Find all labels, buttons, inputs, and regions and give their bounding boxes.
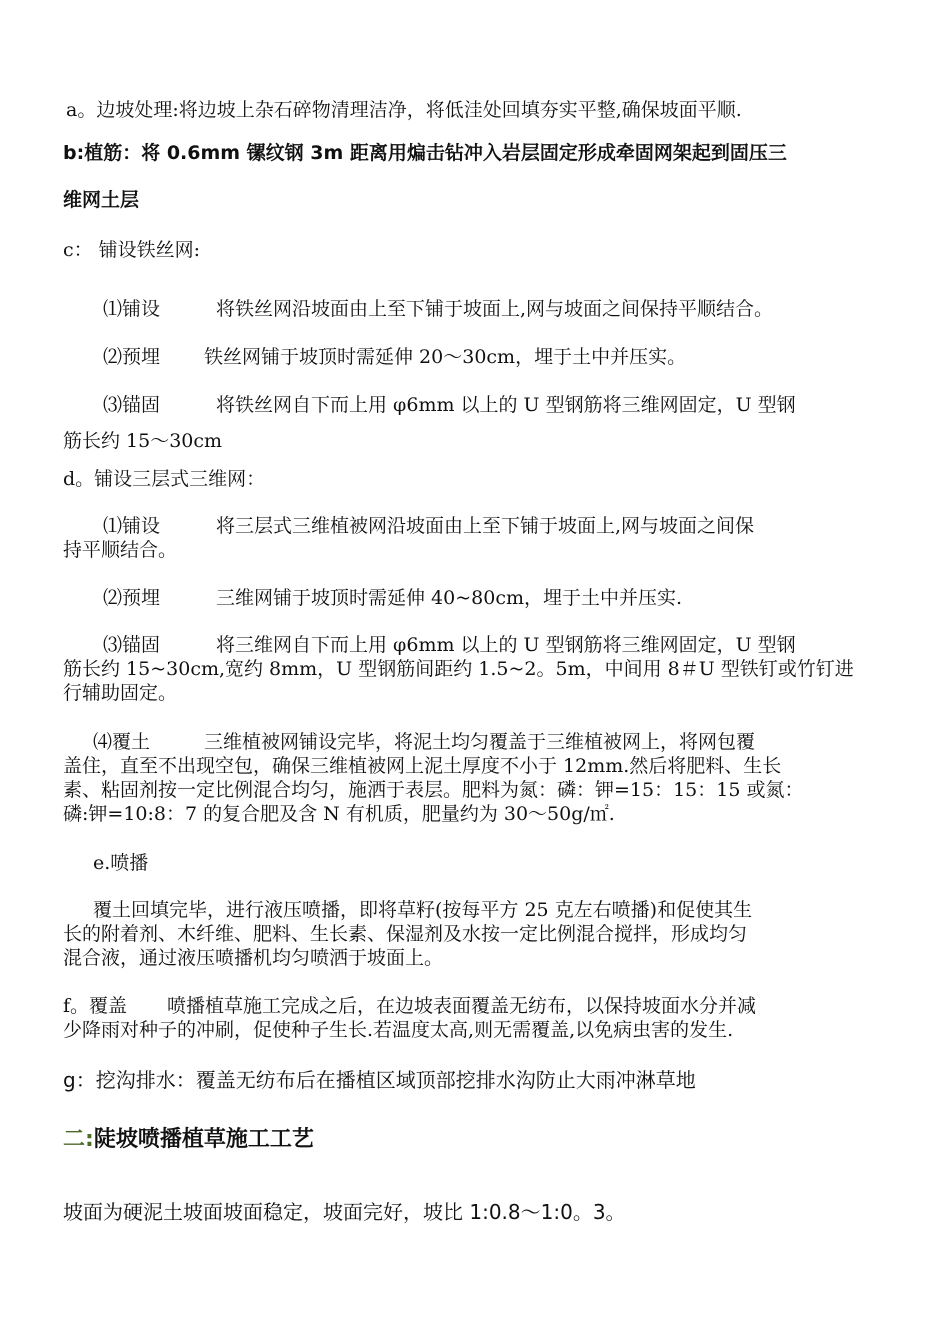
d-item-1-cont: 持平顺结合。 xyxy=(63,539,178,561)
para-e-line3: 混合液，通过液压喷播机均匀喷洒于坡面上。 xyxy=(63,947,444,969)
f-text: 喷播植草施工完成之后，在边坡表面覆盖无纺布，以保持坡面水分并减 xyxy=(167,995,757,1017)
item-label: ⑷覆土 xyxy=(93,731,151,753)
para-b-line2: 维网土层 xyxy=(63,189,140,211)
item-text: 铁丝网铺于坡顶时需延伸 20～30cm，埋于土中并压实。 xyxy=(204,346,687,368)
item-text: 将三层式三维植被网沿坡面由上至下铺于坡面上,网与坡面之间保 xyxy=(216,515,755,537)
closing-paragraph: 坡面为硬泥土坡面坡面稳定，坡面完好，坡比 1:0.8～1:0。3。 xyxy=(63,1200,626,1224)
item-label: ⑵预埋 xyxy=(103,587,161,609)
item-text: 三维植被网铺设完毕，将泥土均匀覆盖于三维植被网上，将网包覆 xyxy=(204,731,756,753)
d-item-3-cont1: 筋长约 15~30cm,宽约 8mm，U 型钢筋间距约 1.5~2。5m，中间用 8＃U 型铁钉或竹钉进 xyxy=(63,658,854,680)
d-item-3 xyxy=(103,633,796,657)
section-2-number: 二: xyxy=(63,1127,94,1152)
item-label: ⑶锚固 xyxy=(103,394,161,416)
item-label: ⑶锚固 xyxy=(103,634,161,656)
para-f-line2: 少降雨对种子的冲刷，促使种子生长.若温度太高,则无需覆盖,以免病虫害的发生. xyxy=(63,1019,734,1041)
d-item-2 xyxy=(103,586,682,610)
section-2-heading xyxy=(63,1128,314,1152)
c-item-3-cont: 筋长约 15～30cm xyxy=(63,430,223,452)
item-label: ⑴铺设 xyxy=(103,515,161,537)
item-label: ⑵预埋 xyxy=(103,346,161,368)
d-item-4 xyxy=(93,730,755,754)
item-text: 三维网铺于坡顶时需延伸 40~80cm，埋于土中并压实. xyxy=(216,587,683,609)
c-item-3 xyxy=(103,393,796,417)
para-e-line1: 覆土回填完毕，进行液压喷播，即将草籽(按每平方 25 克左右喷播)和促使其生 xyxy=(93,899,753,921)
c-item-1 xyxy=(103,297,773,321)
item-text: 将三维网自下而上用 φ6mm 以上的 U 型钢筋将三维网固定，U 型钢 xyxy=(216,634,796,656)
c-item-2 xyxy=(103,345,686,369)
item-text: 将铁丝网自下而上用 φ6mm 以上的 U 型钢筋将三维网固定，U 型钢 xyxy=(216,394,796,416)
d-item-4-cont2: 素、粘固剂按一定比例混合均匀，施洒于表层。肥料为氮：磷：钾=15：15：15 或氮： xyxy=(63,779,804,801)
section-c-title: c： 铺设铁丝网: xyxy=(63,239,201,261)
para-f-line1 xyxy=(63,994,756,1018)
section-e-title: e.喷播 xyxy=(93,852,149,874)
item-label: ⑴铺设 xyxy=(103,298,161,320)
d-item-3-cont2: 行辅助固定。 xyxy=(63,682,178,704)
para-a: a。边坡处理:将边坡上杂石碎物清理洁净，将低洼处回填夯实平整,确保坡面平顺. xyxy=(66,99,742,121)
para-b-line1: b:植筋：将 0.6mm 镙纹钢 3m 距离用煸击钻冲入岩层固定形成牵固网架起到固压三 xyxy=(63,142,787,164)
para-e-line2: 长的附着剂、木纤维、肥料、生长素、保湿剂及水按一定比例混合搅拌，形成均匀 xyxy=(63,923,748,945)
f-label: f。覆盖 xyxy=(63,995,128,1017)
item-text: 将铁丝网沿坡面由上至下铺于坡面上,网与坡面之间保持平顺结合。 xyxy=(216,298,774,320)
d-item-4-cont1: 盖住，直至不出现空包，确保三维植被网上泥土厚度不小于 12mm.然后将肥料、生长 xyxy=(63,755,782,777)
para-g: g：挖沟排水：覆盖无纺布后在播植区域顶部挖排水沟防止大雨冲淋草地 xyxy=(63,1068,696,1092)
section-d-title: d。铺设三层式三维网： xyxy=(63,468,266,490)
section-2-title: 陡坡喷播植草施工工艺 xyxy=(93,1127,314,1152)
d-item-4-cont3: 磷:钾=10:8：7 的复合肥及含 N 有机质，肥量约为 30～50g/㎡. xyxy=(63,803,615,825)
d-item-1 xyxy=(103,514,754,538)
